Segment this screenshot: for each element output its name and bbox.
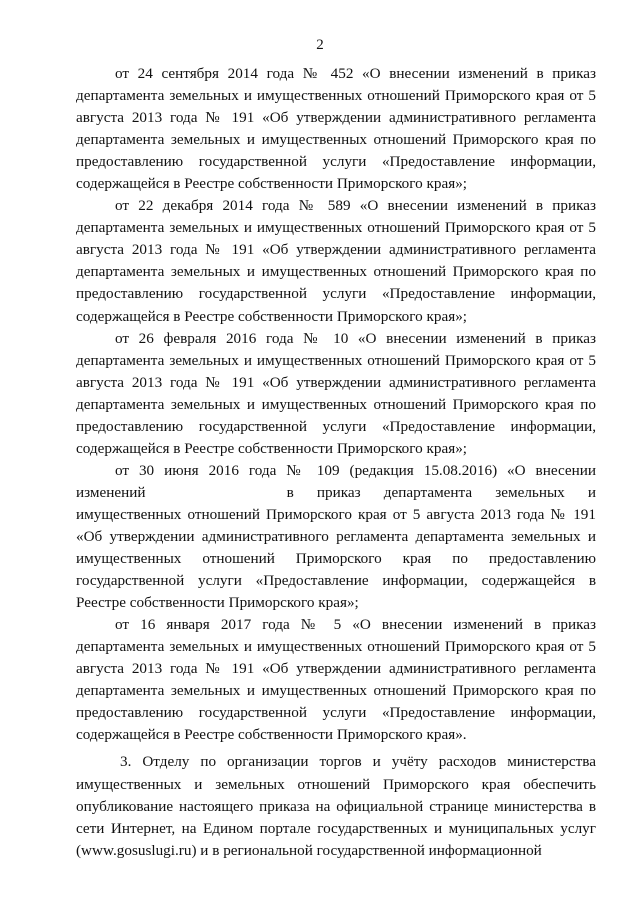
- amendment-paragraph: от 16 января 2017 года № 5 «О внесении изменений в приказ департамента земельных и имущественных отношений Приморского края от 5 августа 2013 года № 191 «Об утверждении административного регламента департамента земельных и имущественных отношений Приморского края по предоставлению государственной услуги «Предоставление информации, содержащейся в Реестре собственности Приморского края».: [76, 616, 596, 744]
- amendment-paragraph: [76, 460, 596, 614]
- document-body: [76, 63, 596, 862]
- amendment-paragraph: от 24 сентября 2014 года № 452 «О внесении изменений в приказ департамента земельных и имущественных отношений Приморского края от 5 августа 2013 года № 191 «Об утверждении административного регламента департамента земельных и имущественных отношений Приморского края по предоставлению государственной услуги «Предоставление информации, содержащейся в Реестре собственности Приморского края»;: [76, 65, 596, 193]
- amendment-paragraph-start: от 30 июня 2016 года № 109 (редакция 15.08.2016) «О внесении изменений: [76, 461, 596, 501]
- numbered-item-3: 3. Отделу по организации торгов и учёту расходов министерства имущественных и земельных отношений Приморского края обеспечить опубликование настоящего приказа на официальной странице министерства в сети Интернет, на Едином портале государственных и муниципальных услуг (www.gosuslugi.ru) и в региональной государственной информационной: [76, 753, 596, 859]
- page-number: 2: [316, 37, 324, 53]
- amendment-paragraph: от 22 декабря 2014 года № 589 «О внесении изменений в приказ департамента земельных и имущественных отношений Приморского края от 5 августа 2013 года № 191 «Об утверждении административного регламента департамента земельных и имущественных отношений Приморского края по предоставлению государственной услуги «Предоставление информации, содержащейся в Реестре собственности Приморского края»;: [76, 197, 596, 325]
- amendment-paragraph-rest: в приказ департамента земельных и имущественных отношений Приморского края от 5 августа 2013 года № 191 «Об утверждении административного регламента департамента земельных и имущественных отношений Приморского края по предоставлению государственной услуги «Предоставление информации, содержащейся в Реестре собственности Приморского края»;: [76, 483, 596, 612]
- amendment-paragraph: от 26 февраля 2016 года № 10 «О внесении изменений в приказ департамента земельных и имущественных отношений Приморского края от 5 августа 2013 года № 191 «Об утверждении административного регламента департамента земельных и имущественных отношений Приморского края по предоставлению государственной услуги «Предоставление информации, содержащейся в Реестре собственности Приморского края»;: [76, 329, 596, 457]
